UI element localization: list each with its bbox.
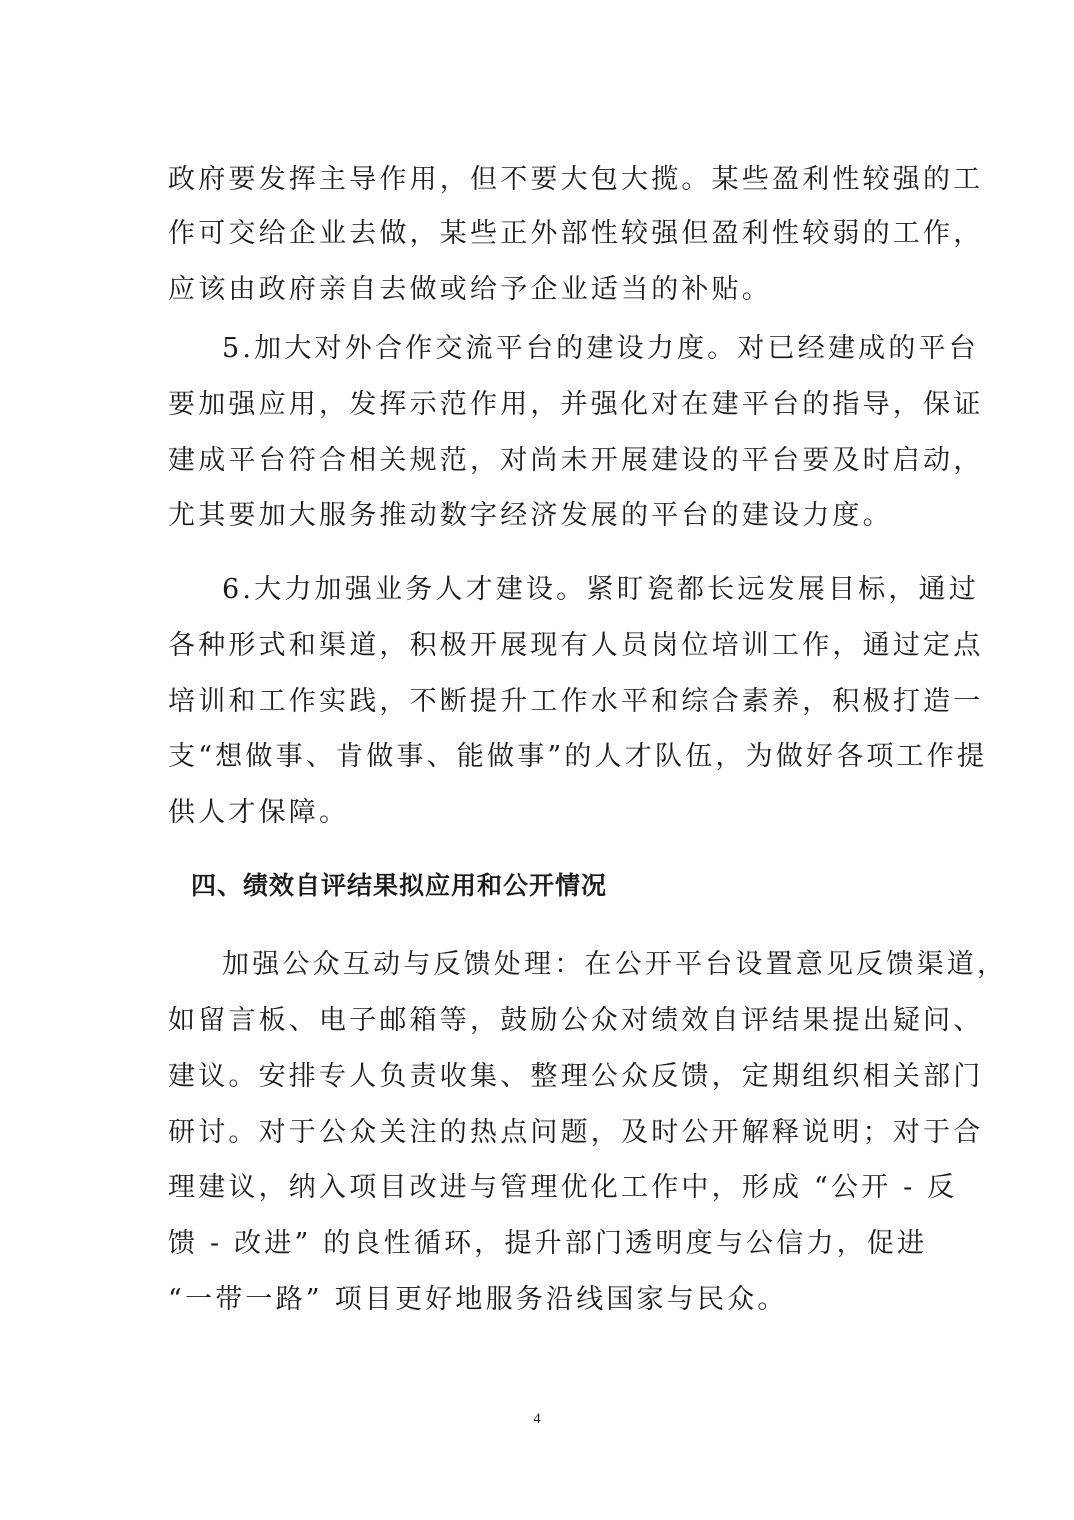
paragraph-line: 支“想做事、肯做事、能做事”的人才队伍，为做好各项工作提 (168, 741, 988, 772)
paragraph-line: 馈 - 改进” 的良性循环，提升部门透明度与公信力，促进 (168, 1228, 928, 1259)
paragraph-line: 研讨。对于公众关注的热点问题，及时公开解释说明；对于合 (168, 1117, 984, 1148)
page-number: 4 (533, 1411, 541, 1427)
paragraph-line: 加强公众互动与反馈处理：在公开平台设置意见反馈渠道， (222, 949, 1008, 980)
paragraph-line: 要加强应用，发挥示范作用，并强化对在建平台的指导，保证 (168, 389, 984, 420)
paragraph-line: 理建议，纳入项目改进与管理优化工作中，形成 “公开 - 反 (168, 1172, 958, 1203)
paragraph-line: 政府要发挥主导作用，但不要大包大揽。某些盈利性较强的工 (168, 164, 984, 195)
paragraph-line: 作可交给企业去做，某些正外部性较强但盈利性较弱的工作， (168, 218, 984, 249)
paragraph-line: 5.加大对外合作交流平台的建设力度。对已经建成的平台 (222, 333, 979, 364)
paragraph-line: “一带一路” 项目更好地服务沿线国家与民众。 (168, 1284, 788, 1315)
paragraph-line: 6.大力加强业务人才建设。紧盯瓷都长远发展目标，通过 (222, 574, 979, 605)
paragraph-line: 建成平台符合相关规范，对尚未开展建设的平台要及时启动， (168, 445, 984, 476)
paragraph-line: 各种形式和渠道，积极开展现有人员岗位培训工作，通过定点 (168, 630, 984, 661)
section-heading: 四、绩效自评结果拟应用和公开情况 (191, 871, 608, 900)
paragraph-line: 尤其要加大服务推动数字经济发展的平台的建设力度。 (168, 500, 893, 531)
paragraph-line: 应该由政府亲自去做或给予企业适当的补贴。 (168, 274, 772, 305)
paragraph-line: 培训和工作实践，不断提升工作水平和综合素养，积极打造一 (168, 686, 984, 717)
paragraph-line: 建议。安排专人负责收集、整理公众反馈，定期组织相关部门 (168, 1061, 984, 1092)
paragraph-line: 如留言板、电子邮箱等，鼓励公众对绩效自评结果提出疑问、 (168, 1005, 984, 1036)
paragraph-line: 供人才保障。 (168, 797, 350, 828)
